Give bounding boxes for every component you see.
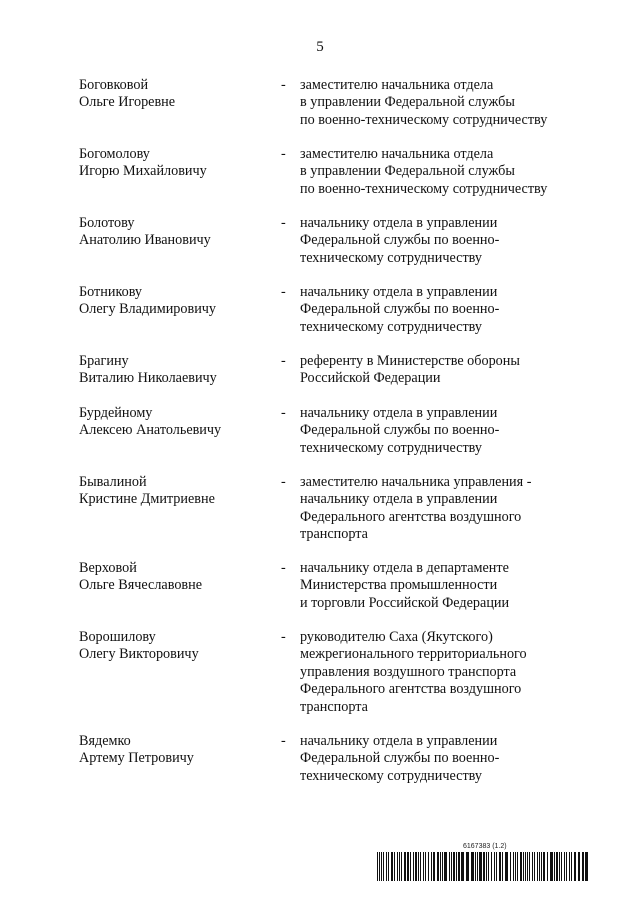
entry-dash: - (281, 215, 286, 231)
position-line: техническому сотрудничеству (300, 767, 482, 784)
position-title (300, 474, 600, 544)
position-line: начальнику отдела в управлении (300, 284, 498, 300)
person-surname: Ботникову (79, 284, 143, 300)
position-line: Федеральной службы по военно- (300, 422, 500, 439)
position-title (300, 146, 600, 198)
position-line: Федеральной службы по военно- (300, 301, 500, 318)
barcode-icon (377, 852, 589, 881)
position-line: начальнику отдела в управлении (300, 491, 498, 508)
position-title (300, 629, 600, 716)
position-line: транспорта (300, 526, 368, 543)
person-name (79, 733, 269, 768)
entry-dash: - (281, 474, 286, 490)
person-name (79, 560, 269, 595)
position-title (300, 353, 600, 388)
person-given-names: Олегу Владимировичу (79, 301, 217, 318)
page-number: 5 (316, 39, 324, 55)
person-given-names: Анатолию Ивановичу (79, 232, 211, 249)
person-given-names: Виталию Николаевичу (79, 370, 217, 387)
position-line: Министерства промышленности (300, 577, 498, 594)
position-title (300, 215, 600, 267)
person-surname: Бурдейному (79, 405, 153, 421)
position-title (300, 560, 600, 612)
entry-dash: - (281, 629, 286, 645)
position-line: Федерального агентства воздушного (300, 681, 522, 698)
person-given-names: Игорю Михайловичу (79, 163, 207, 180)
position-line: Федеральной службы по военно- (300, 232, 500, 249)
person-given-names: Ольге Вячеславовне (79, 577, 203, 594)
position-line: заместителю начальника управления - (300, 474, 532, 490)
position-title (300, 733, 600, 785)
person-surname: Вядемко (79, 733, 131, 749)
entry-dash: - (281, 146, 286, 162)
position-line: заместителю начальника отдела (300, 146, 494, 162)
position-line: Российской Федерации (300, 370, 441, 387)
person-given-names: Артему Петровичу (79, 750, 194, 767)
person-name (79, 77, 269, 112)
person-given-names: Ольге Игоревне (79, 94, 176, 111)
position-title (300, 284, 600, 336)
person-given-names: Олегу Викторовичу (79, 646, 199, 663)
position-line: руководителю Саха (Якутского) (300, 629, 493, 645)
person-name (79, 629, 269, 664)
position-line: начальнику отдела в управлении (300, 405, 498, 421)
position-title (300, 77, 600, 129)
position-line: начальнику отдела в департаменте (300, 560, 509, 576)
person-name (79, 284, 269, 319)
position-title (300, 405, 600, 457)
entry-dash: - (281, 733, 286, 749)
position-line: транспорта (300, 698, 368, 715)
position-line: по военно-техническому сотрудничеству (300, 111, 548, 128)
position-line: начальнику отдела в управлении (300, 733, 498, 749)
entry-dash: - (281, 353, 286, 369)
position-line: по военно-техническому сотрудничеству (300, 180, 548, 197)
position-line: управления воздушного транспорта (300, 663, 517, 680)
position-line: техническому сотрудничеству (300, 249, 482, 266)
person-name (79, 405, 269, 440)
person-name (79, 474, 269, 509)
person-surname: Верховой (79, 560, 137, 576)
position-line: в управлении Федеральной службы (300, 163, 515, 180)
entry-dash: - (281, 405, 286, 421)
person-name (79, 146, 269, 181)
entry-dash: - (281, 560, 286, 576)
position-line: межрегионального территориального (300, 646, 527, 663)
person-name (79, 353, 269, 388)
position-line: Федеральной службы по военно- (300, 750, 500, 767)
entry-dash: - (281, 77, 286, 93)
person-given-names: Кристине Дмитриевне (79, 491, 215, 508)
barcode-caption: 6167383 (1.2) (463, 843, 507, 850)
person-given-names: Алексею Анатольевичу (79, 422, 222, 439)
position-line: техническому сотрудничеству (300, 439, 482, 456)
position-line: начальнику отдела в управлении (300, 215, 498, 231)
document-barcode (377, 843, 589, 881)
position-line: в управлении Федеральной службы (300, 94, 515, 111)
entry-dash: - (281, 284, 286, 300)
person-surname: Богомолову (79, 146, 150, 162)
person-name (79, 215, 269, 250)
person-surname: Брагину (79, 353, 129, 369)
person-surname: Болотову (79, 215, 135, 231)
person-surname: Бывалиной (79, 474, 147, 490)
person-surname: Боговковой (79, 77, 149, 93)
position-line: техническому сотрудничеству (300, 318, 482, 335)
position-line: референту в Министерстве обороны (300, 353, 520, 369)
person-surname: Ворошилову (79, 629, 156, 645)
position-line: заместителю начальника отдела (300, 77, 494, 93)
position-line: Федерального агентства воздушного (300, 508, 522, 525)
position-line: и торговли Российской Федерации (300, 594, 510, 611)
